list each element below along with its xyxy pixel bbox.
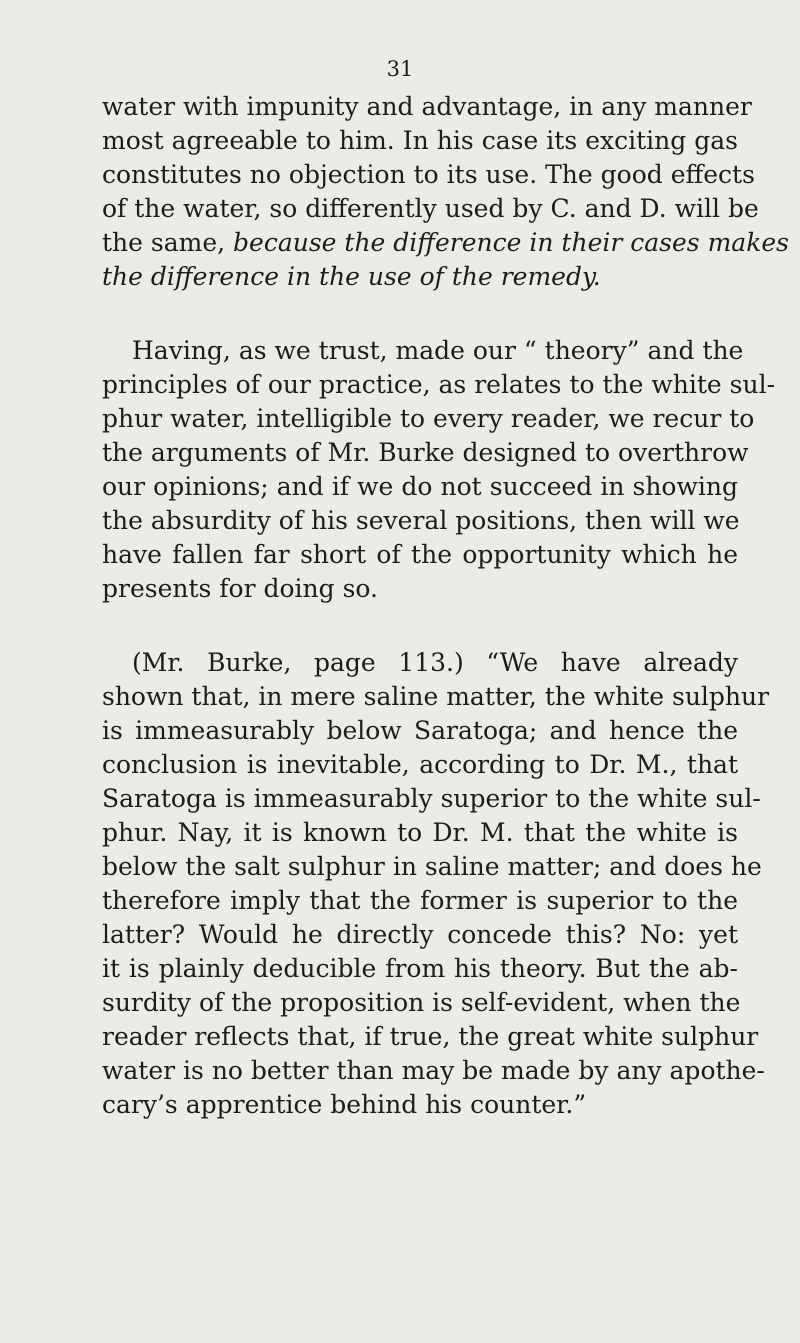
text-line: presents for doing so. <box>102 574 378 603</box>
text-line: Saratoga is immeasurably superior to the white sul- <box>102 784 761 813</box>
text-line: most agreeable to him. In his case its exciting gas <box>102 126 738 155</box>
text-line: shown that, in mere saline matter, the white sulphur <box>102 682 770 711</box>
text-line: surdity of the proposition is self-evident, when the <box>102 988 741 1017</box>
text-line: constitutes no objection to its use. The good effects <box>102 160 755 189</box>
text-line: of the water, so differently used by C. and D. will be <box>102 194 759 223</box>
text-line: is immeasurably below Saratoga; and hence the <box>102 716 738 745</box>
text-line: therefore imply that the former is superior to the <box>102 886 738 915</box>
text-line: have fallen far short of the opportunity which he <box>102 540 738 569</box>
text-line-mixed <box>102 226 789 260</box>
text-span: the same, <box>102 228 226 257</box>
text-line: Having, as we trust, made our “ theory” and the <box>132 336 744 365</box>
text-line: it is plainly deducible from his theory. But the ab- <box>102 954 738 983</box>
text-line: below the salt sulphur in saline matter; and does he <box>102 852 762 881</box>
text-line: reader reflects that, if true, the great white sulphur <box>102 1022 759 1051</box>
text-line: water is no better than may be made by any apothe- <box>102 1056 765 1085</box>
emphasis-span: because the difference in their cases makes <box>233 228 789 257</box>
text-line: conclusion is inevitable, according to Dr. M., that <box>102 750 738 779</box>
text-line: (Mr. Burke, page 113.) “We have already <box>132 648 738 677</box>
text-line: phur water, intelligible to every reader, we recur to <box>102 404 755 433</box>
text-line: our opinions; and if we do not succeed in showing <box>102 472 738 501</box>
emphasis-line: the difference in the use of the remedy. <box>102 262 601 291</box>
text-line: phur. Nay, it is known to Dr. M. that the white is <box>102 818 738 847</box>
text-line: latter? Would he directly concede this? No: yet <box>102 920 738 949</box>
text-line: water with impunity and advantage, in any manner <box>102 92 752 121</box>
text-line: cary’s apprentice behind his counter.” <box>102 1090 587 1119</box>
page-number: 31 <box>386 57 414 81</box>
text-line: the absurdity of his several positions, then will we <box>102 506 740 535</box>
text-line: the arguments of Mr. Burke designed to overthrow <box>102 438 749 467</box>
text-line: principles of our practice, as relates to the white sul- <box>102 370 776 399</box>
